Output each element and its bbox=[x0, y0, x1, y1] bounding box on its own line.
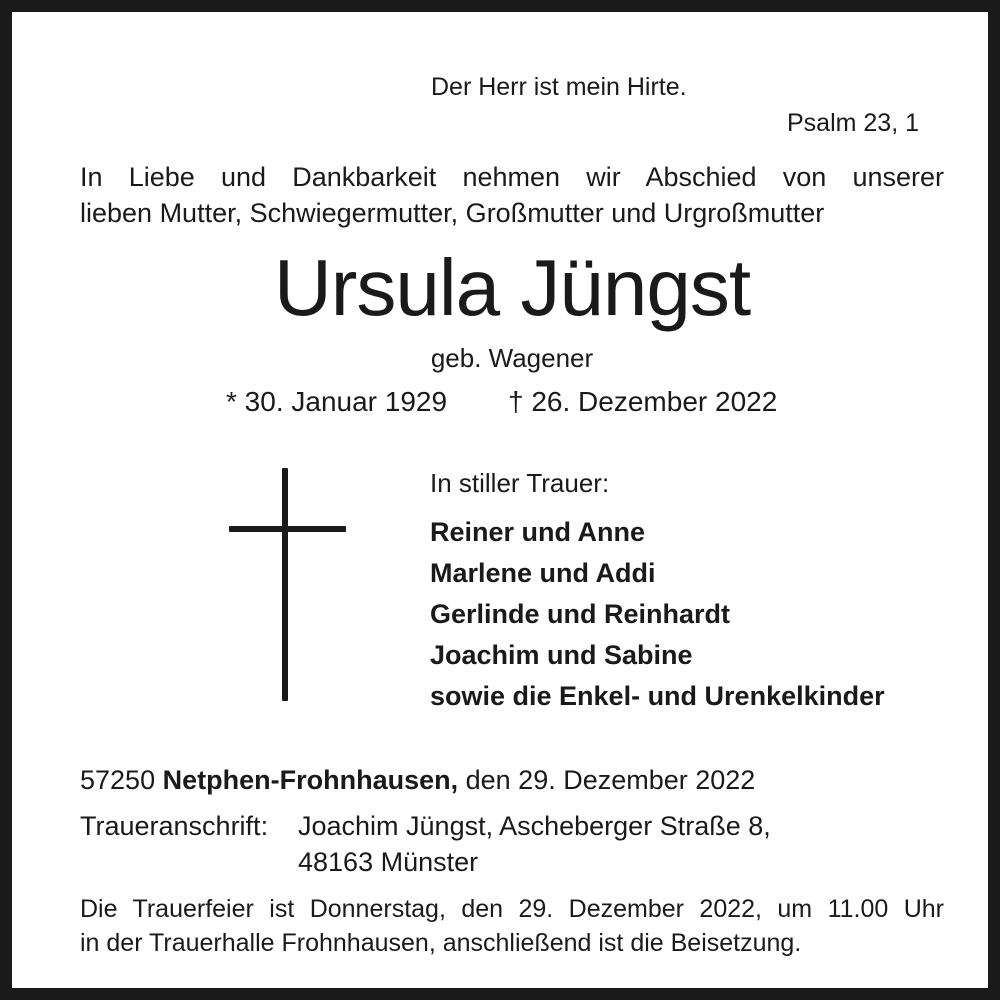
cross-icon bbox=[229, 468, 347, 702]
funeral-info-line-2: in der Trauerhalle Frohnhausen, anschließend ist die Beisetzung. bbox=[80, 929, 802, 957]
mourning-address-line-2: 48163 Münster bbox=[298, 847, 479, 877]
mourning-address-label: Traueranschrift: bbox=[80, 811, 269, 841]
death-date: † 26. Dezember 2022 bbox=[508, 386, 778, 417]
verse-reference: Psalm 23, 1 bbox=[786, 109, 919, 137]
intro-line-2: lieben Mutter, Schwiegermutter, Großmutter und Urgroßmutter bbox=[80, 198, 825, 228]
deceased-name: Ursula Jüngst bbox=[273, 243, 751, 332]
funeral-info-line-1: Die Trauerfeier ist Donnerstag, den 29. Dezember 2022, um 11.00 Uhr bbox=[80, 895, 944, 923]
bible-verse: Der Herr ist mein Hirte. bbox=[431, 73, 687, 101]
mourners-heading: In stiller Trauer: bbox=[430, 468, 610, 498]
birth-date: * 30. Januar 1929 bbox=[226, 386, 448, 417]
mourner-name: sowie die Enkel- und Urenkelkinder bbox=[430, 681, 885, 711]
place-and-date bbox=[80, 767, 755, 794]
mourning-address-line-1: Joachim Jüngst, Ascheberger Straße 8, bbox=[298, 811, 771, 841]
cross-horizontal-bar bbox=[229, 526, 346, 532]
birth-name: geb. Wagener bbox=[430, 343, 594, 373]
mourner-name: Reiner und Anne bbox=[430, 517, 646, 547]
notice-date: den 29. Dezember 2022 bbox=[465, 765, 756, 795]
mourner-name: Gerlinde und Reinhardt bbox=[430, 599, 731, 629]
postcode: 57250 bbox=[80, 765, 156, 795]
cross-vertical-bar bbox=[282, 468, 288, 701]
intro-line-1: In Liebe und Dankbarkeit nehmen wir Abschied von unserer bbox=[80, 162, 944, 192]
mourner-name: Marlene und Addi bbox=[430, 558, 656, 588]
mourner-name: Joachim und Sabine bbox=[430, 640, 693, 670]
town: Netphen-Frohnhausen, bbox=[162, 765, 459, 795]
